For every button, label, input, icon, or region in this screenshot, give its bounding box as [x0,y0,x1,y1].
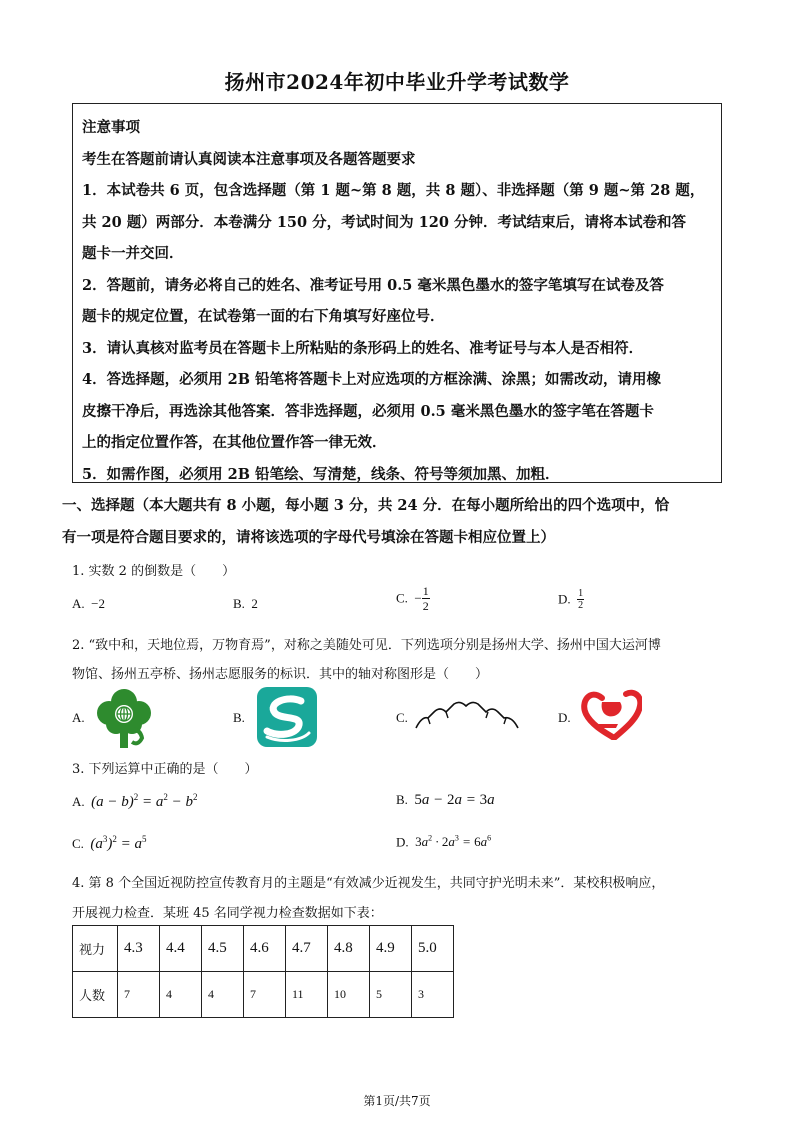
notice-box [72,103,722,483]
notice-line: 2．答题前，请务必将自己的姓名、准考证号用 0.5 毫米黑色墨水的签字笔填写在试卷及答 [82,276,664,294]
denominator: 2 [422,599,429,613]
count-cell: 5 [370,972,412,1018]
denominator: 2 [578,600,584,611]
numerator: 1 [578,588,584,599]
notice-line: 1．本试卷共 6 页，包含选择题（第 1 题~第 8 题，共 8 题）、非选择题（第 9 题~第 28 题， [82,182,705,199]
vision-cell: 4.9 [370,926,412,972]
numerator: 1 [422,584,429,598]
vision-cell: 4.7 [286,926,328,972]
q1-option-b[interactable] [233,596,258,612]
q1-option-c[interactable] [396,584,430,613]
count-cell: 11 [286,972,328,1018]
count-cell: 4 [202,972,244,1018]
yangzhou-university-logo [92,686,156,750]
count-cell: 7 [244,972,286,1018]
q2-stem-line2: 物馆、扬州五亭桥、扬州志愿服务的标识．其中的轴对称图形是（ ） [72,667,489,682]
vision-cell: 4.4 [160,926,202,972]
count-cell: 3 [412,972,454,1018]
table-row [73,972,454,1018]
q3-option-b[interactable] [396,792,495,809]
q2-option-d-label[interactable]: D. [558,710,571,725]
notice-heading: 注意事项 [82,119,140,136]
notice-line: 3．请认真核对监考员在答题卡上所粘贴的条形码上的姓名、准考证号与本人是否相符． [82,339,644,357]
q2-option-a-label[interactable]: A. [72,710,85,725]
q4-stem-line2: 开展视力检查．某班 45 名同学视力检查数据如下表： [72,906,383,921]
notice-line: 上的指定位置作答，在其他位置作答一律无效． [82,434,387,451]
table-row [73,926,454,972]
q4-stem-line1: 4. 第 8 个全国近视防控宣传教育月的主题是“有效减少近视发生，共同守护光明未来”．某校积极响应， [72,876,665,891]
five-pavilion-bridge-logo [414,698,520,732]
q3-option-a[interactable] [72,792,198,811]
vision-cell: 4.5 [202,926,244,972]
notice-line: 4．答选择题，必须用 2B 铅笔将答题卡上对应选项的方框涂满、涂黑；如需改动，请用橡 [82,371,662,388]
option-label: D. [558,591,571,607]
notice-line: 题卡一并交回． [82,245,184,262]
q3-d-expression: $3a^2 \cdot 2a^3 = 6a^6$ [415,834,492,850]
section-heading-line2: 有一项是符合题目要求的，请将该选项的字母代号填涂在答题卡相应位置上） [62,529,555,546]
q3-c-expression: $(a^3)^2 = a^5$ [90,834,147,852]
count-cell: 4 [160,972,202,1018]
notice-line: 考生在答题前请认真阅读本注意事项及各题答题要求 [82,150,416,168]
option-label: B. [396,792,408,807]
option-label: C. [396,590,408,606]
q3-b-expression: 5a − 2a = 3a [414,792,495,808]
notice-line: 共 20 题）两部分．本卷满分 150 分，考试时间为 120 分钟．考试结束后，请将本试卷和答 [82,213,686,231]
section-heading-line1: 一、选择题（本大题共有 8 小题，每小题 3 分，共 24 分．在每小题所给出的四个选项中，恰 [62,497,670,514]
table-row-header: 人数 [73,972,118,1018]
q1-option-a[interactable] [72,596,105,612]
q1-c-sign: − [414,590,422,606]
vision-cell: 4.8 [328,926,370,972]
table-row-header: 视力 [73,926,118,972]
q3-option-c[interactable] [72,834,147,853]
q1-d-fraction [577,588,584,611]
page-title: 扬州市2024年初中毕业升学考试数学 [224,70,570,94]
q3-a-expression: $(a - b)^2 = a^2 - b^2$ [91,792,198,810]
q1-c-fraction [422,584,430,613]
q2-option-b-label[interactable]: B. [233,710,245,725]
q1-option-d[interactable] [558,588,584,611]
notice-line: 皮擦干净后，再选涂其他答案．答非选择题，必须用 0.5 毫米黑色墨水的签字笔在答题卡 [82,402,654,420]
option-label: A. [72,794,85,809]
vision-cell: 4.3 [118,926,160,972]
option-label: D. [396,834,409,850]
option-label: A. [72,596,85,611]
q3-stem: 3. 下列运算中正确的是（ ） [72,762,258,777]
q2-stem-line1: 2. “致中和，天地位焉，万物育焉”，对称之美随处可见．下列选项分别是扬州大学、扬州中国大运河博 [72,638,661,653]
count-cell: 7 [118,972,160,1018]
volunteer-service-logo [580,688,642,740]
q1-b-value: 2 [251,596,258,611]
q1-a-value: −2 [91,596,105,611]
q3-option-d[interactable] [396,834,491,850]
q2-option-c-label[interactable]: C. [396,710,408,725]
option-label: C. [72,836,84,851]
vision-cell: 5.0 [412,926,454,972]
option-label: B. [233,596,245,611]
notice-line: 5．如需作图，必须用 2B 铅笔绘、写清楚，线条、符号等须加黑、加粗． [82,465,560,483]
notice-line: 题卡的规定位置，在试卷第一面的右下角填写好座位号． [82,308,445,325]
grand-canal-museum-logo [257,687,317,747]
vision-table [72,925,454,1018]
page-footer: 第1页/共7页 [363,1094,431,1108]
vision-cell: 4.6 [244,926,286,972]
count-cell: 10 [328,972,370,1018]
q1-stem: 1. 实数 2 的倒数是（ ） [72,564,236,579]
